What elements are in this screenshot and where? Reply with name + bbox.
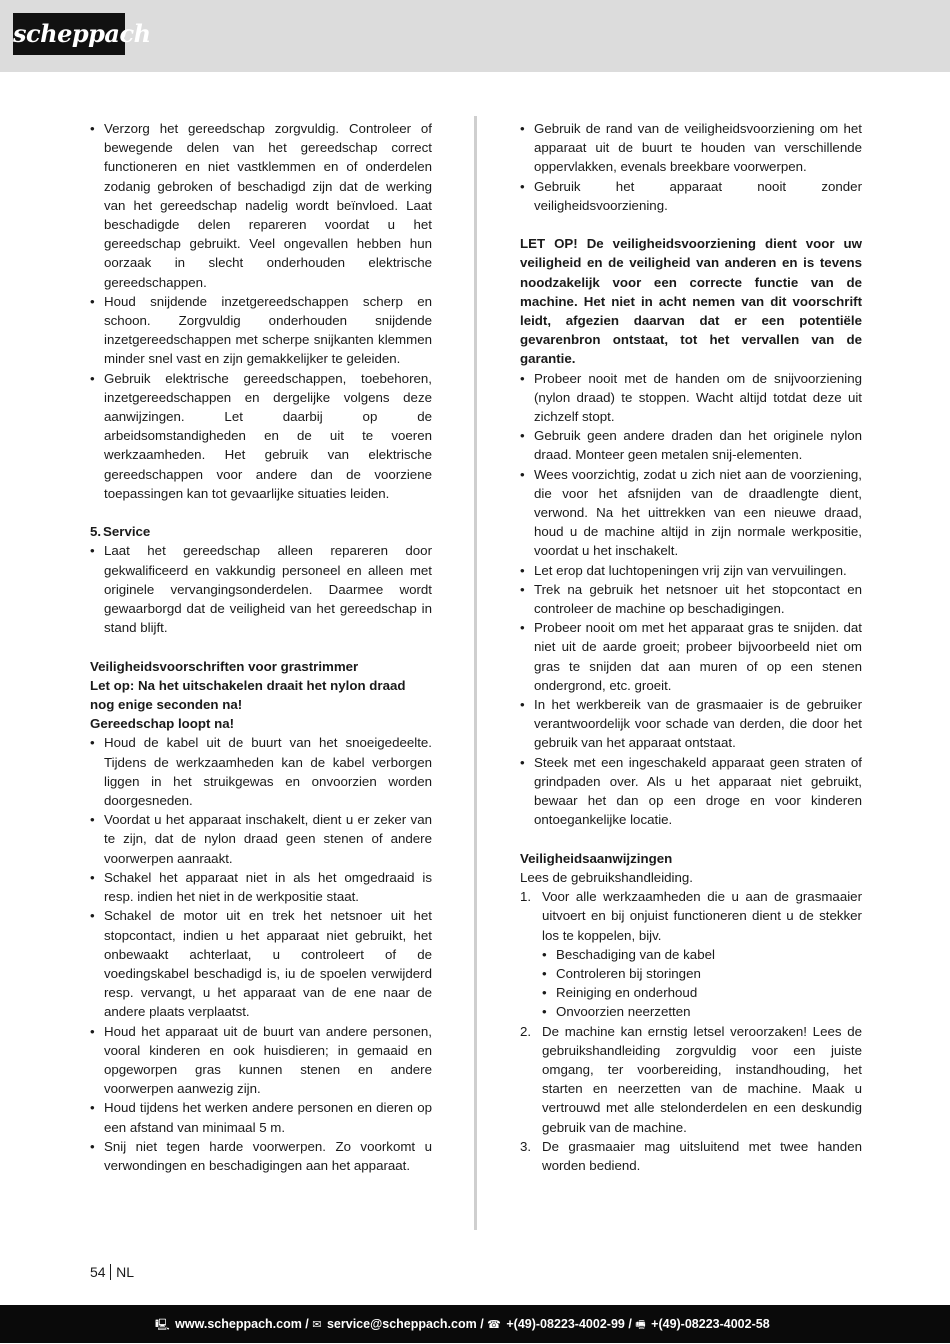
- item-text: Voor alle werkzaamheden die u aan de grasmaaier uitvoert en bij onjuist functioneren dient u de stekker los te koppelen, bijv.: [542, 889, 862, 943]
- numbered-item: [520, 1022, 862, 1137]
- grass-trimmer-note: Let op: Na het uitschakelen draait het nylon draad nog enige seconden na!: [90, 677, 406, 713]
- list-item: • Houd tijdens het werken andere personen en dieren op een afstand van minimaal 5 m.: [90, 1098, 432, 1136]
- sub-list: [542, 945, 862, 1022]
- item-number: 2.: [520, 1023, 532, 1039]
- safety-instructions-intro: Lees de gebruikshandleiding.: [520, 869, 693, 885]
- page-number-separator: [110, 1264, 112, 1280]
- item-number: 3.: [520, 1138, 532, 1154]
- list-item: • Houd de kabel uit de buurt van het snoeigedeelte. Tijdens de werkzaamheden kan de kabel verborgen liggen in het struikgewas en onvoorzien worden doorgesneden.: [90, 733, 432, 810]
- sub-list-item: • Beschadiging van de kabel: [542, 945, 862, 964]
- list-item: • Gebruik elektrische gereedschappen, toebehoren, inzetgereedschappen en dergelijke volgens deze aanwijzingen. Let daarbij op de arbeidsomstandigheden en de uit te voeren werkzaamheden. Het gebruik van elektrische gereedschappen voor andere dan de voorziene toepassingen kan tot gevaarlijke situaties leiden.: [90, 369, 432, 503]
- numbered-item: [520, 1137, 862, 1175]
- section-number: 5.: [90, 524, 102, 540]
- list-item: • In het werkbereik van de grasmaaier is de gebruiker verantwoordelijk voor schade van derden, die door het gebruik van het apparaat ontstaat.: [520, 695, 862, 753]
- list-item: • Steek met een ingeschakeld apparaat geen straten of grindpaden over. Als u het apparaat niet gebruikt, bewaar het dan op een droge en voor kinderen ontoegankelijke locatie.: [520, 753, 862, 830]
- warning-paragraph: LET OP! De veiligheidsvoorziening dient voor uw veiligheid en de veiligheid van anderen en is tevens noodzakelijk voor een correcte functie van de machine. Het niet in acht nemen van dit voorschrift leidt, afgezien daarvan dat er een potentiële gevarenbron ontstaat, tot het vervallen van de garantie.: [520, 236, 862, 367]
- footer-fax: +(49)-08223-4002-58: [651, 1317, 770, 1331]
- operation-safety-list: [520, 369, 862, 830]
- right-column: [520, 119, 862, 1175]
- page-number-value: 54: [90, 1264, 106, 1280]
- list-item: • Schakel het apparaat niet in als het omgedraaid is resp. indien het niet in de werkpositie staat.: [90, 868, 432, 906]
- grass-trimmer-note-2: Gereedschap loopt na!: [90, 716, 235, 732]
- numbered-item: [520, 887, 862, 1021]
- section-title: Service: [103, 524, 151, 540]
- left-column: [90, 119, 432, 1175]
- list-item: • Gebruik het apparaat nooit zonder veiligheidsvoorziening.: [520, 177, 862, 215]
- list-item: • Houd het apparaat uit de buurt van andere personen, vooral kinderen en ook huisdieren; in gemaaid en opgeworpen gras kunnen stenen en andere voorwerpen aanwezig zijn.: [90, 1022, 432, 1099]
- list-item: • Probeer nooit om met het apparaat gras te snijden. dat niet uit de aarde groeit; probeer bijvoorbeeld niet om gras te snijden dat aan muren of op een stenen ondergrond, etc. groeit.: [520, 618, 862, 695]
- section-heading-service: [90, 522, 432, 541]
- list-item: • Wees voorzichtig, zodat u zich niet aan de voorziening, die voor het afsnijden van de draadlengte dient, verwond. Na het uittrekken van een nieuwe draad, houd u de machine altijd in zijn normale werkpositie, voordat u het inschakelt.: [520, 465, 862, 561]
- phone-icon: ☎: [487, 1319, 501, 1331]
- grass-trimmer-list: [90, 733, 432, 1175]
- list-item: • Houd snijdende inzetgereedschappen scherp en schoon. Zorgvuldig onderhouden snijdende inzetgereedschappen met scherpe snijkanten klemmen minder snel vast en zijn gemakkelijker te geleiden.: [90, 292, 432, 369]
- list-item: • Laat het gereedschap alleen repareren door gekwalificeerd en vakkundig personeel en alleen met originele vervangingsonderdelen. Daarmee wordt gewaarborgd dat de veiligheid van het gereedschap in stand blijft.: [90, 541, 432, 637]
- general-safety-list: [90, 119, 432, 503]
- safety-instructions-heading: Veiligheidsaanwijzingen: [520, 850, 673, 866]
- list-item: • Trek na gebruik het netsnoer uit het stopcontact en controleer de machine op beschadigingen.: [520, 580, 862, 618]
- grass-trimmer-heading: Veiligheidsvoorschriften voor grastrimmer: [90, 658, 359, 674]
- page-number: [90, 1264, 134, 1280]
- service-list: [90, 541, 432, 637]
- list-item: • Let erop dat luchtopeningen vrij zijn van vervuilingen.: [520, 561, 862, 580]
- footer-phone: +(49)-08223-4002-99 /: [506, 1317, 632, 1331]
- list-item: • Verzorg het gereedschap zorgvuldig. Controleer of bewegende delen van het gereedschap correct functioneren en niet vastklemmen en of onderdelen zodanig gebroken of beschadigd zijn dat de werking van het gereedschap nadelig wordt beïnvloed. Laat beschadigde delen repareren voordat u het gereedschap gebruikt. Veel ongevallen hebben hun oorzaak in slecht onderhouden elektrische gereedschappen.: [90, 119, 432, 292]
- sub-list-item: • Controleren bij storingen: [542, 964, 862, 983]
- mail-icon: ✉: [312, 1319, 322, 1331]
- sub-list-item: • Onvoorzien neerzetten: [542, 1002, 862, 1021]
- page-footer: [0, 1305, 950, 1343]
- list-item: • Schakel de motor uit en trek het netsnoer uit het stopcontact, indien u het apparaat niet gebruikt, het onbewaakt achterlaat, u controleert of de voedingskabel beschadigd is, iu de spoelen verwijderd resp. vervangt, u het apparaat van de ene naar de andere plaats verplaatst.: [90, 906, 432, 1021]
- list-item: • Gebruik de rand van de veiligheidsvoorziening om het apparaat uit de buurt te houden van verschillende oppervlakken, evenals breekbare voorwerpen.: [520, 119, 862, 177]
- page-language: NL: [116, 1264, 134, 1280]
- guard-list: [520, 119, 862, 215]
- list-item: • Voordat u het apparaat inschakelt, dient u er zeker van te zijn, dat de nylon draad geen stenen of andere voorwerpen aanraakt.: [90, 810, 432, 868]
- scheppach-logo: scheppach: [13, 13, 125, 55]
- item-text: De grasmaaier mag uitsluitend met twee handen worden bediend.: [542, 1138, 862, 1173]
- list-item: • Probeer nooit met de handen om de snijvoorziening (nylon draad) te stoppen. Wacht altijd totdat deze uit zichzelf stopt.: [520, 369, 862, 427]
- list-item: • Gebruik geen andere draden dan het originele nylon draad. Monteer geen metalen snij-elementen.: [520, 426, 862, 464]
- sub-list-item: • Reiniging en onderhoud: [542, 983, 862, 1002]
- fax-icon: 🖷: [635, 1319, 646, 1331]
- footer-website[interactable]: www.scheppach.com /: [175, 1317, 309, 1331]
- safety-numbered-list: [520, 887, 862, 1175]
- computer-icon: 🖳: [155, 1319, 170, 1331]
- item-number: 1.: [520, 889, 532, 905]
- footer-email[interactable]: service@scheppach.com /: [326, 1317, 484, 1331]
- item-text: De machine kan ernstig letsel veroorzaken! Lees de gebruikshandleiding zorgvuldig voor een juiste omgang, ter voorbereiding, instandhouding, het starten en neerzetten van de machine. Maak u vertrouwd met alle stelonderdelen en een deskundig gebruik van de machine.: [542, 1023, 862, 1135]
- page-header: [0, 0, 950, 72]
- column-divider: [474, 116, 477, 1230]
- list-item: • Snij niet tegen harde voorwerpen. Zo voorkomt u verwondingen en beschadigingen aan het apparaat.: [90, 1137, 432, 1175]
